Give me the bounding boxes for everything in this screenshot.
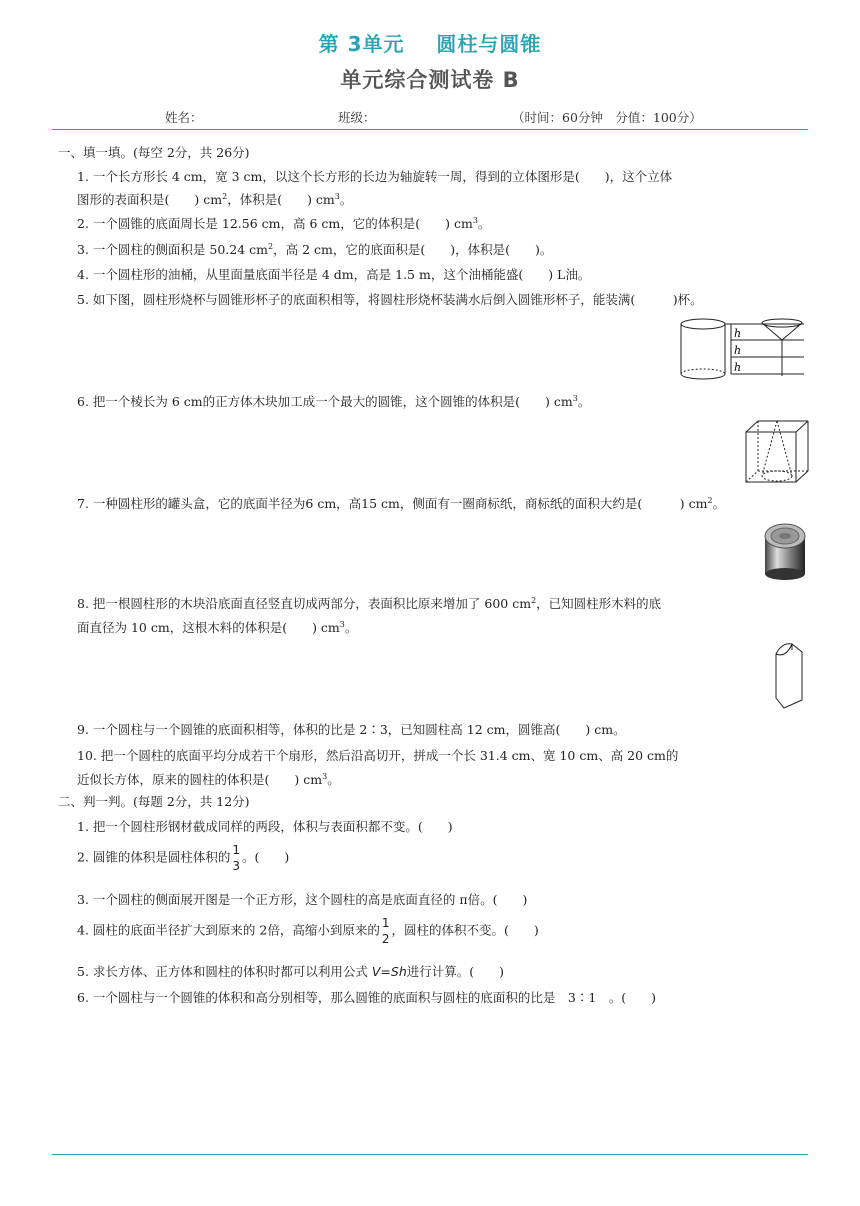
class-label: 班级： xyxy=(338,110,376,125)
q1-7: 7. 一种圆柱形的罐头盒，它的底面半径为6 cm，高15 cm，侧面有一圈商标纸，商标纸的面积大约是( ) $cm^2$。 xyxy=(77,495,726,511)
time-score-info: （时间：60分钟 分值：100分） xyxy=(512,110,702,125)
q1-1-line1: 1. 一个长方形长 4 cm，宽 3 cm，以这个长方形的长边为轴旋转一周，得到的立体图形是( )，这个立体 xyxy=(77,169,673,184)
q2-6: 6. 一个圆柱与一个圆锥的体积和高分别相等，那么圆锥的底面积与圆柱的底面积的比是 3∶1 。( ) xyxy=(77,990,657,1005)
q2-2: 2. 圆锥的体积是圆柱体积的 1 3 。( ) xyxy=(77,843,290,873)
h-label-3: h xyxy=(734,361,742,374)
q2-4: 4. 圆柱的底面半径扩大到原来的 2倍，高缩小到原来的 1 2 ，圆柱的体积不变。( ) xyxy=(77,916,539,946)
fraction-one-half: 1 2 xyxy=(381,916,390,946)
q1-3: 3. 一个圆柱的侧面积是 50.24 $cm^2$，高 2 cm，它的底面积是( )，体积是( )。 xyxy=(77,241,553,257)
tin-can-image xyxy=(762,520,808,582)
q1-6: 6. 把一个棱长为 6 cm的正方体木块加工成一个最大的圆锥，这个圆锥的体积是( ) $cm^3$。 xyxy=(77,393,591,409)
name-label: 姓名： xyxy=(165,110,203,125)
q1-8-line1: 8. 把一根圆柱形的木块沿底面直径竖直切成两部分，表面积比原来增加了 600 $cm^2$，已知圆柱形木料的底 xyxy=(77,595,662,611)
q1-2: 2. 一个圆锥的底面周长是 12.56 cm，高 6 cm，它的体积是( ) $cm^3$。 xyxy=(77,215,491,231)
q1-8-line2: 面直径为 10 cm，这根木料的体积是( ) $cm^3$。 xyxy=(77,619,358,635)
header-divider xyxy=(52,129,808,130)
q1-9: 9. 一个圆柱与一个圆锥的底面积相等，体积的比是 2∶3，已知圆柱高 12 cm，圆锥高( ) cm。 xyxy=(77,722,626,737)
q2-1: 1. 把一个圆柱形钢材截成同样的两段，体积与表面积都不变。( ) xyxy=(77,819,453,834)
test-title: 单元综合测试卷 B xyxy=(340,68,520,92)
cylinder-cone-figure xyxy=(676,316,808,384)
h-label-1: h xyxy=(734,327,742,340)
footer-divider xyxy=(52,1154,808,1155)
section1-heading: 一、填一填。(每空 2分，共 26分) xyxy=(58,145,250,160)
section2-heading: 二、判一判。(每题 2分，共 12分) xyxy=(58,794,250,809)
half-cylinder-figure xyxy=(772,640,808,710)
q2-5: 5. 求长方体、正方体和圆柱的体积时都可以利用公式 V=Sh进行计算。( ) xyxy=(77,964,505,979)
q1-10-line2: 近似长方体，原来的圆柱的体积是( ) $cm^3$。 xyxy=(77,771,340,787)
q1-4: 4. 一个圆柱形的油桶，从里面量底面半径是 4 dm，高是 1.5 m，这个油桶能盛( ) L油。 xyxy=(77,267,591,282)
q1-5: 5. 如下图，圆柱形烧杯与圆锥形杯子的底面积相等，将圆柱形烧杯装满水后倒入圆锥形杯子，能装满( )杯。 xyxy=(77,292,703,307)
q2-3: 3. 一个圆柱的侧面展开图是一个正方形，这个圆柱的高是底面直径的 π倍。( ) xyxy=(77,892,528,907)
unit-title: 第 3单元 圆柱与圆锥 xyxy=(318,32,542,56)
cube-cone-figure xyxy=(742,418,810,486)
q1-10-line1: 10. 把一个圆柱的底面平均分成若干个扇形，然后沿高切开，拼成一个长 31.4 cm、宽 10 cm、高 20 cm的 xyxy=(77,748,679,763)
fraction-one-third: 1 3 xyxy=(232,843,241,873)
h-label-2: h xyxy=(734,344,742,357)
q1-1-line2: 图形的表面积是( ) $cm^2$，体积是( ) $cm^3$。 xyxy=(77,191,353,207)
